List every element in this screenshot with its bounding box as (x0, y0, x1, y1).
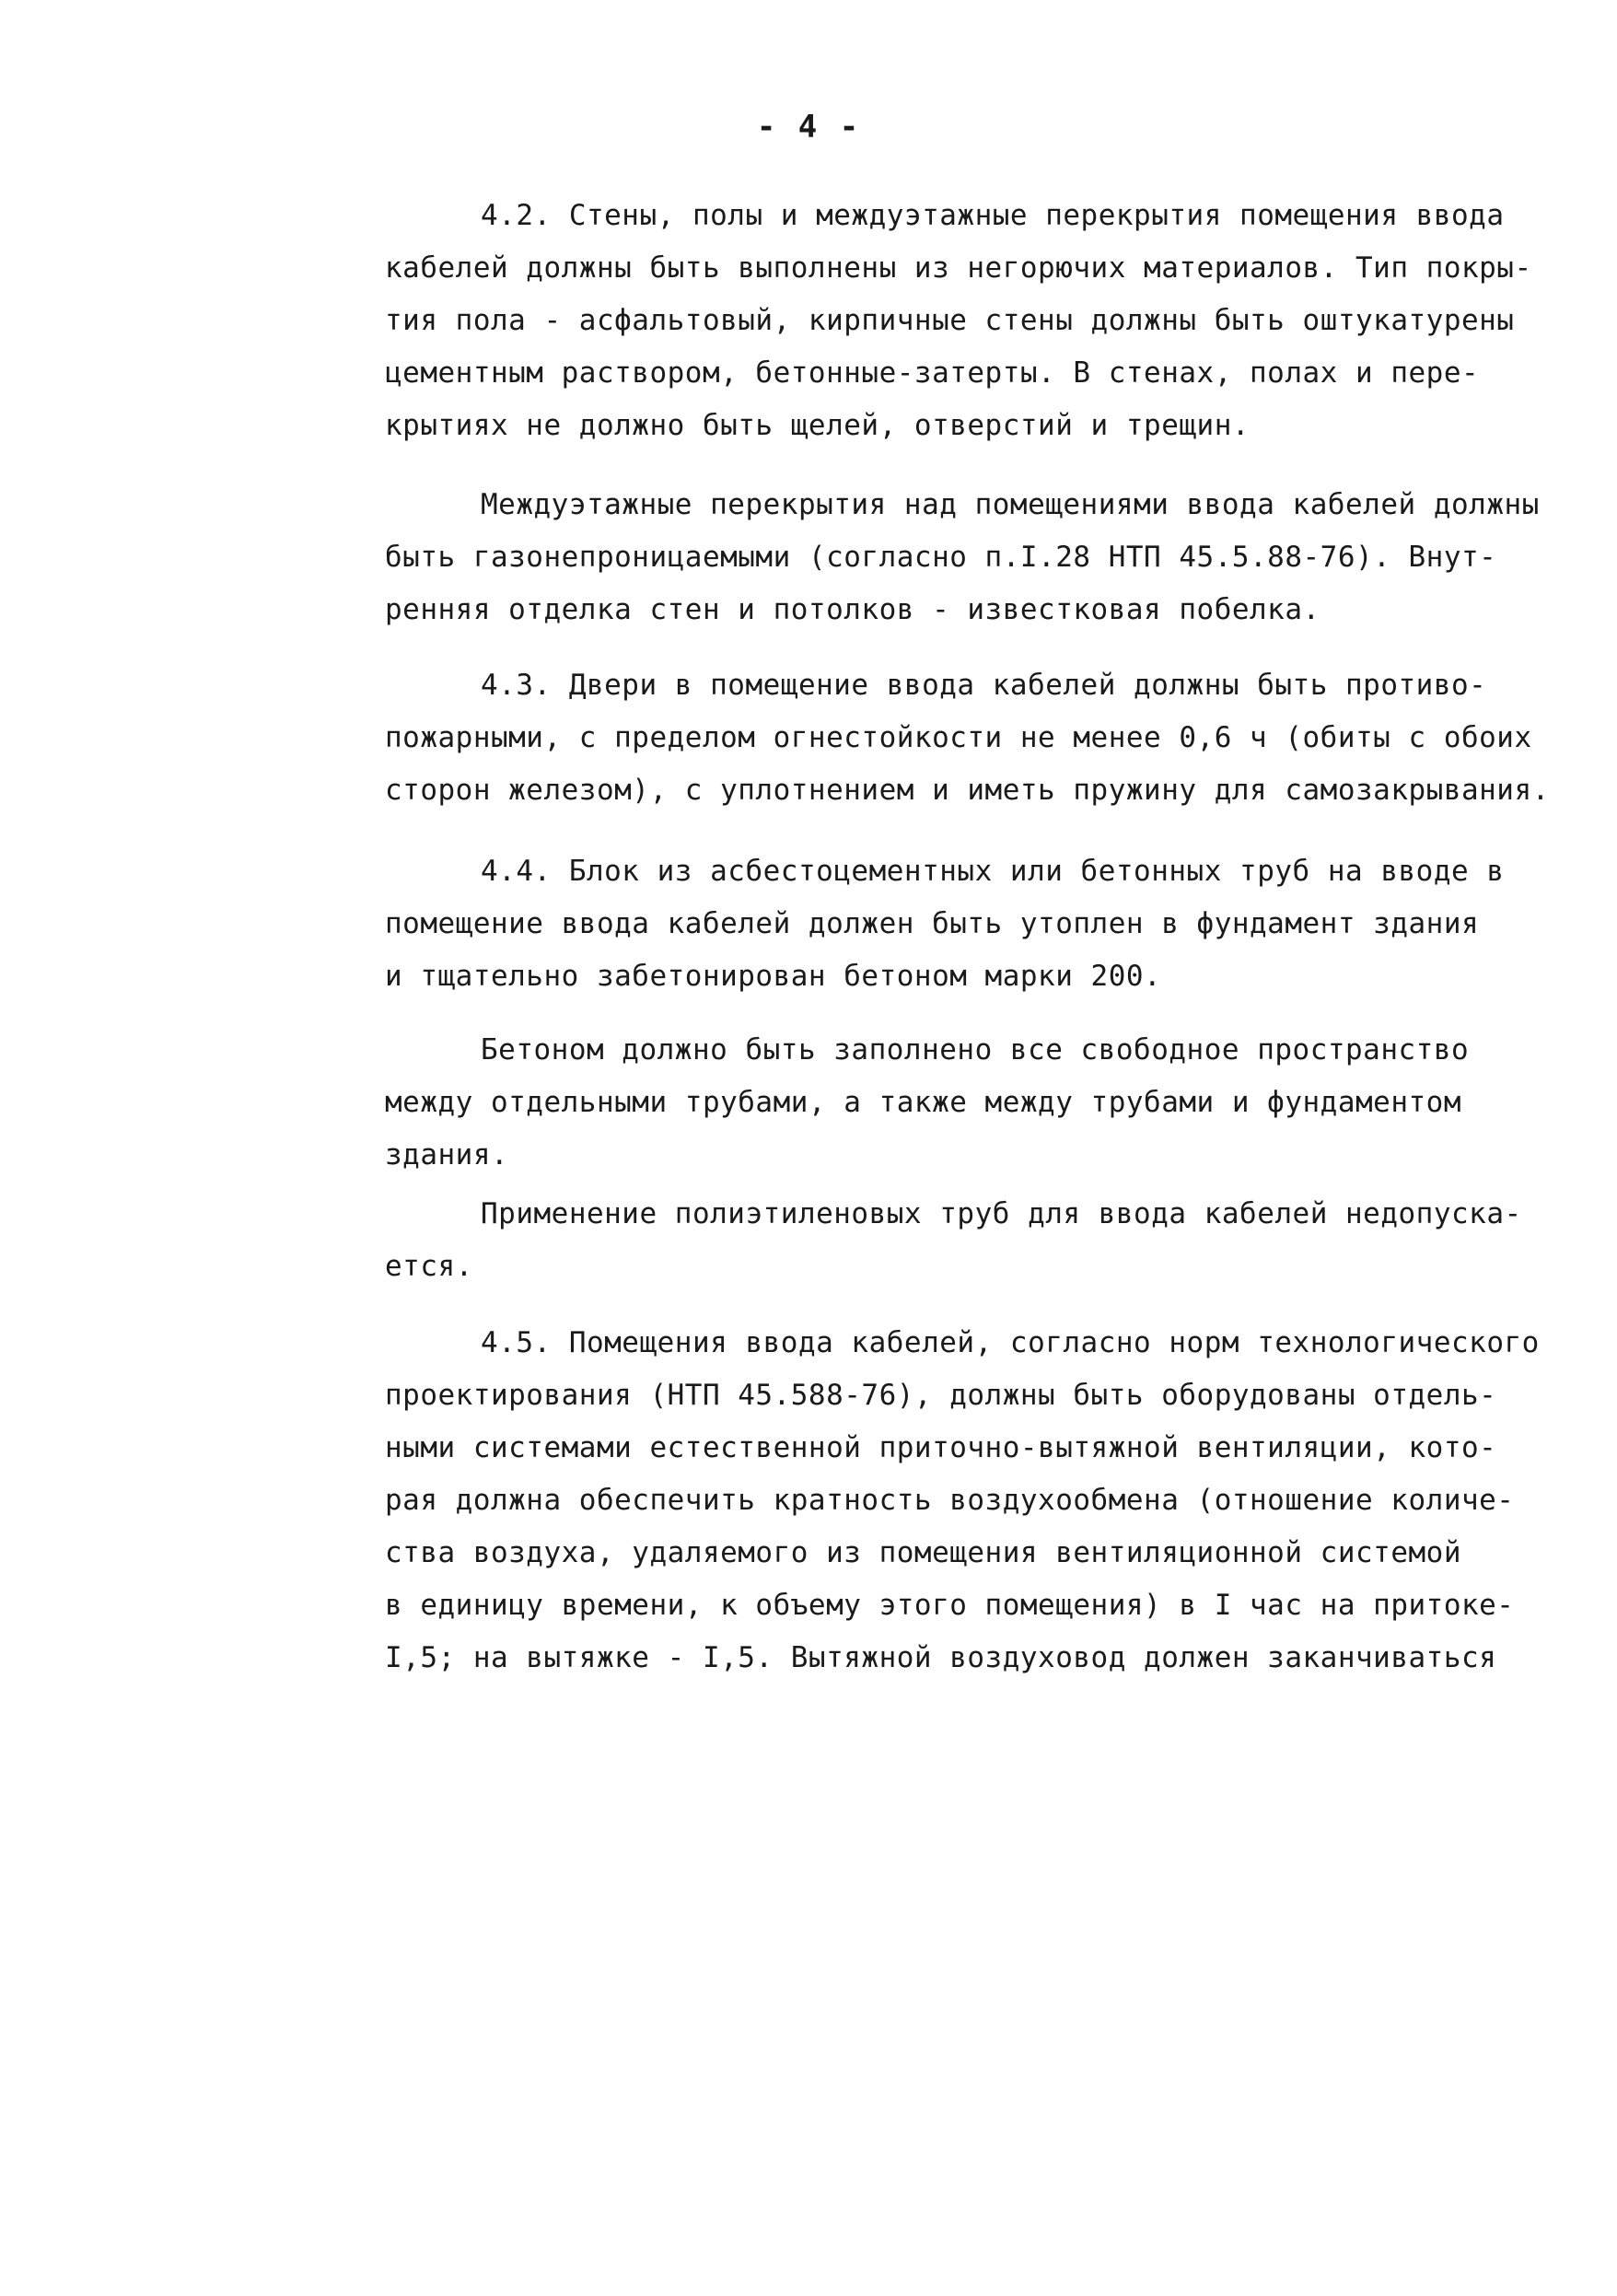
text-line: здания. (385, 1138, 509, 1171)
text-line: ными системами естественной приточно-вытяжной вентиляции, кото- (385, 1431, 1497, 1464)
paragraph-4-2 (385, 190, 1564, 452)
text-line: сторон железом), с уплотнением и иметь пружину для самозакрывания. (385, 774, 1550, 807)
text-line: ства воздуха, удаляемого из помещения вентиляционной системой (385, 1536, 1461, 1569)
text-line: ется. (385, 1250, 473, 1283)
paragraph-4-4-concrete (385, 1024, 1564, 1182)
text-line: и тщательно забетонирован бетоном марки 200. (385, 960, 1162, 993)
paragraph-4-4-polyethylene (385, 1188, 1564, 1293)
text-line: Бетоном должно быть заполнено все свободное пространство (481, 1033, 1470, 1066)
paragraph-4-2-continued (385, 479, 1564, 636)
text-line: 4.3. Двери в помещение ввода кабелей должны быть противо- (481, 669, 1487, 702)
paragraph-4-3 (385, 659, 1564, 817)
text-line: ренняя отделка стен и потолков - известковая побелка. (385, 593, 1320, 626)
text-line: 4.5. Помещения ввода кабелей, согласно норм технологического (481, 1326, 1540, 1359)
text-line: Междуэтажные перекрытия над помещениями ввода кабелей должны (481, 488, 1540, 521)
text-line: в единицу времени, к объему этого помещения) в I час на притоке- (385, 1589, 1515, 1622)
text-line: цементным раствором, бетонные-затерты. В стенах, полах и пере- (385, 356, 1480, 390)
text-line: тия пола - асфальтовый, кирпичные стены должны быть оштукатурены (385, 304, 1515, 337)
text-line: 4.4. Блок из асбестоцементных или бетонных труб на вводе в (481, 855, 1505, 888)
paragraph-4-5 (385, 1317, 1564, 1684)
text-line: крытиях не должно быть щелей, отверстий и трещин. (385, 409, 1251, 442)
text-line: пожарными, с пределом огнестойкости не менее 0,6 ч (обиты с обоих (385, 721, 1532, 754)
page-number: - 4 - (756, 109, 861, 146)
text-line: между отдельными трубами, а также между трубами и фундаментом (385, 1086, 1461, 1119)
text-line: Применение полиэтиленовых труб для ввода кабелей недопуска- (481, 1197, 1522, 1230)
text-line: помещение ввода кабелей должен быть утоплен в фундамент здания (385, 907, 1480, 940)
text-line: кабелей должны быть выполнены из негорючих материалов. Тип покры- (385, 251, 1532, 285)
text-line: 4.2. Стены, полы и междуэтажные перекрытия помещения ввода (481, 199, 1505, 232)
text-line: I,5; на вытяжке - I,5. Вытяжной воздуховод должен заканчиваться (385, 1641, 1497, 1674)
text-line: быть газонепроницаемыми (согласно п.I.28 НТП 45.5.88-76). Внут- (385, 541, 1497, 574)
text-line: проектирования (НТП 45.588-76), должны быть оборудованы отдель- (385, 1379, 1497, 1412)
text-line: рая должна обеспечить кратность воздухообмена (отношение количе- (385, 1484, 1515, 1517)
paragraph-4-4 (385, 845, 1564, 1003)
